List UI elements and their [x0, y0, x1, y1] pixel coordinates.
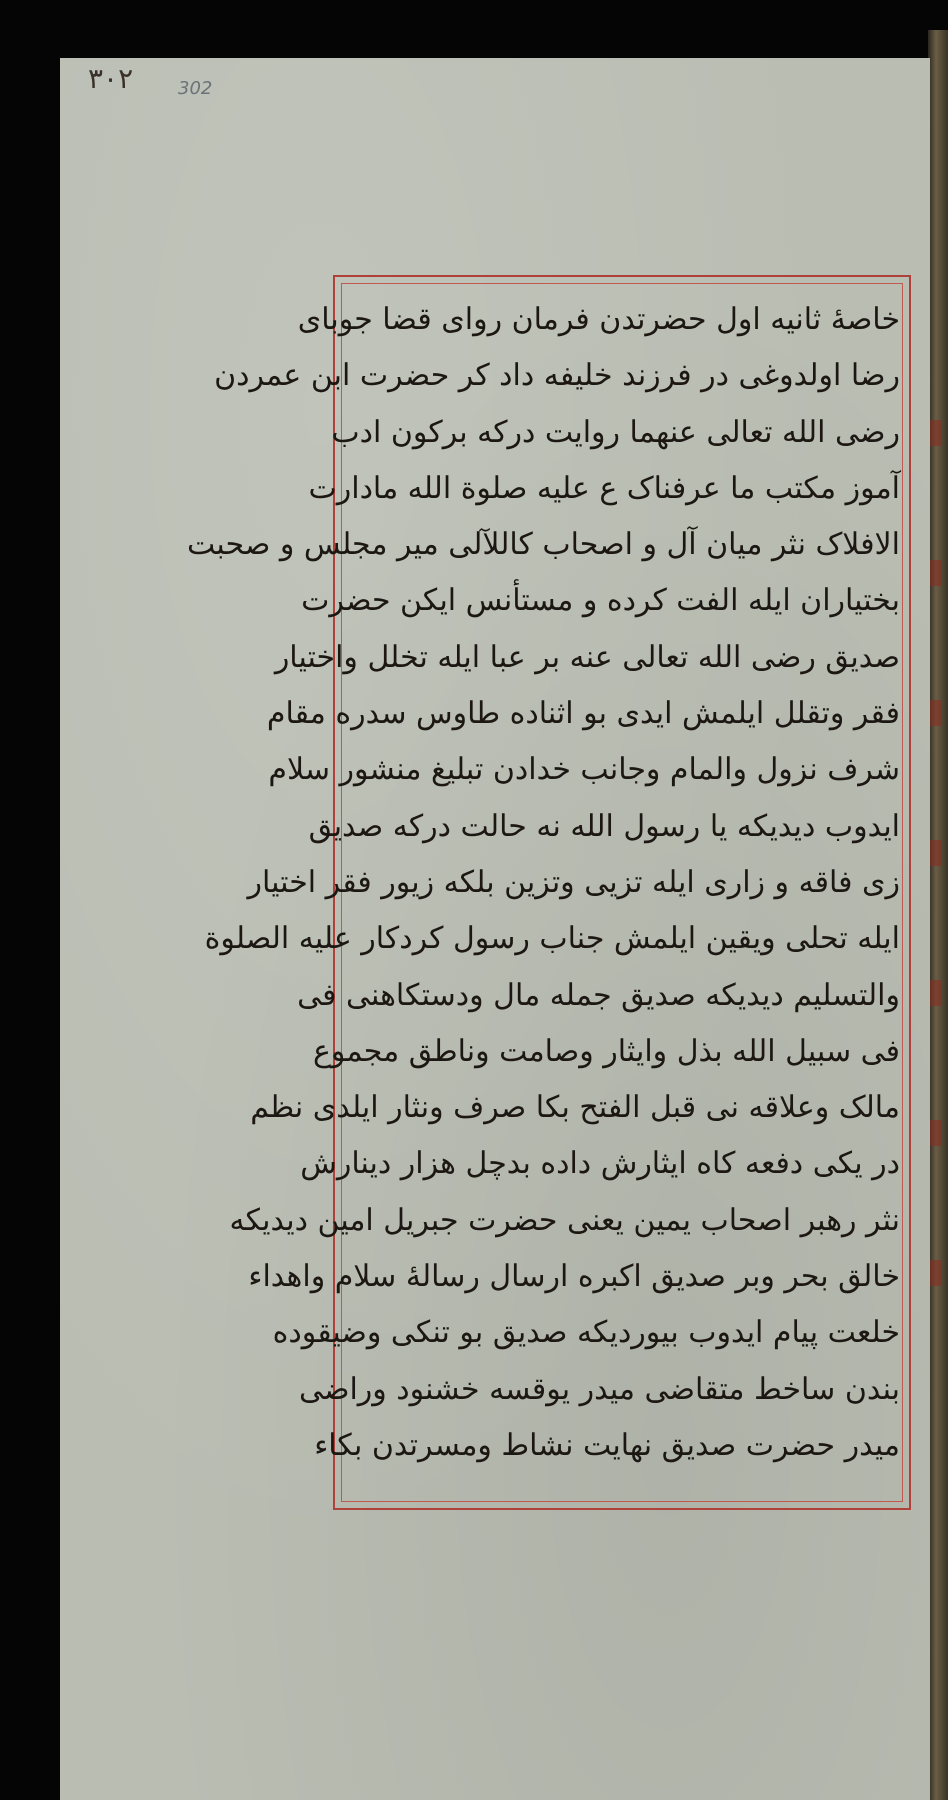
- text-line: میدر حضرت صدیق نهایت نشاط ومسرتدن بکاء: [314, 1427, 900, 1463]
- text-line: ایدوب دیدیکه یا رسول الله نه حالت درکه صدیق: [308, 808, 900, 844]
- text-line: شرف نزول والمام وجانب خدادن تبلیغ منشور سلام: [268, 752, 900, 788]
- text-line: فقر وتقلل ایلمش ایدی بو اثناده طاوس سدره مقام: [266, 696, 900, 732]
- manuscript-text-block: [186, 292, 900, 1492]
- text-line: نثر رهبر اصحاب یمین یعنی حضرت جبریل امین دیدیکه: [229, 1202, 900, 1238]
- page-edge-red-marks: [930, 420, 942, 1320]
- text-line: زی فاقه و زاری ایله تزیی وتزین بلکه زیور فقر اختیار: [247, 864, 900, 900]
- text-line: رضا اولدوغی در فرزند خلیفه داد کر حضرت ابن عمردن: [214, 358, 900, 394]
- text-line: ایله تحلی ویقین ایلمش جناب رسول کردکار علیه الصلوة: [204, 921, 900, 957]
- folio-number-arabic: ٣٠٢: [88, 62, 134, 95]
- text-line: خاصهٔ ثانیه اول حضرتدن فرمان روای قضا جوبای: [297, 302, 900, 337]
- text-line: الافلاک نثر میان آل و اصحاب کاللآلی میر مجلس و صحبت: [186, 527, 900, 563]
- text-line: مالک وعلاقه نی قبل الفتح بکا صرف ونثار ایلدی نظم: [250, 1090, 900, 1126]
- text-line: رضی الله تعالی عنهما روایت درکه برکون ادب: [331, 414, 900, 450]
- text-line: بختیاران ایله الفت کرده و مستأنس ایکن حضرت: [301, 583, 900, 619]
- text-line: فی سبیل الله بذل وایثار وصامت وناطق مجموع: [313, 1033, 900, 1069]
- folio-number-pencil: 302: [178, 78, 213, 99]
- text-line: خالق بحر وبر صدیق اکبره ارسال رسالهٔ سلام واهداء: [248, 1259, 900, 1295]
- text-line: در یکی دفعه کاه ایثارش داده بدچل هزار دینارش: [300, 1146, 900, 1182]
- text-line: بندن ساخط متقاضی میدر یوقسه خشنود وراضی: [298, 1371, 900, 1407]
- text-line: والتسلیم دیدیکه صدیق جمله مال ودستکاهنی فی: [297, 977, 900, 1013]
- text-line: صدیق رضی الله تعالی عنه بر عبا ایله تخلل واختیار: [274, 639, 900, 675]
- text-line: خلعت پیام ایدوب بیوردیکه صدیق بو تنکی وضیقوده: [272, 1315, 900, 1351]
- text-line: آموز مکتب ما عرفناک ع علیه صلوة الله مادارت: [308, 470, 900, 506]
